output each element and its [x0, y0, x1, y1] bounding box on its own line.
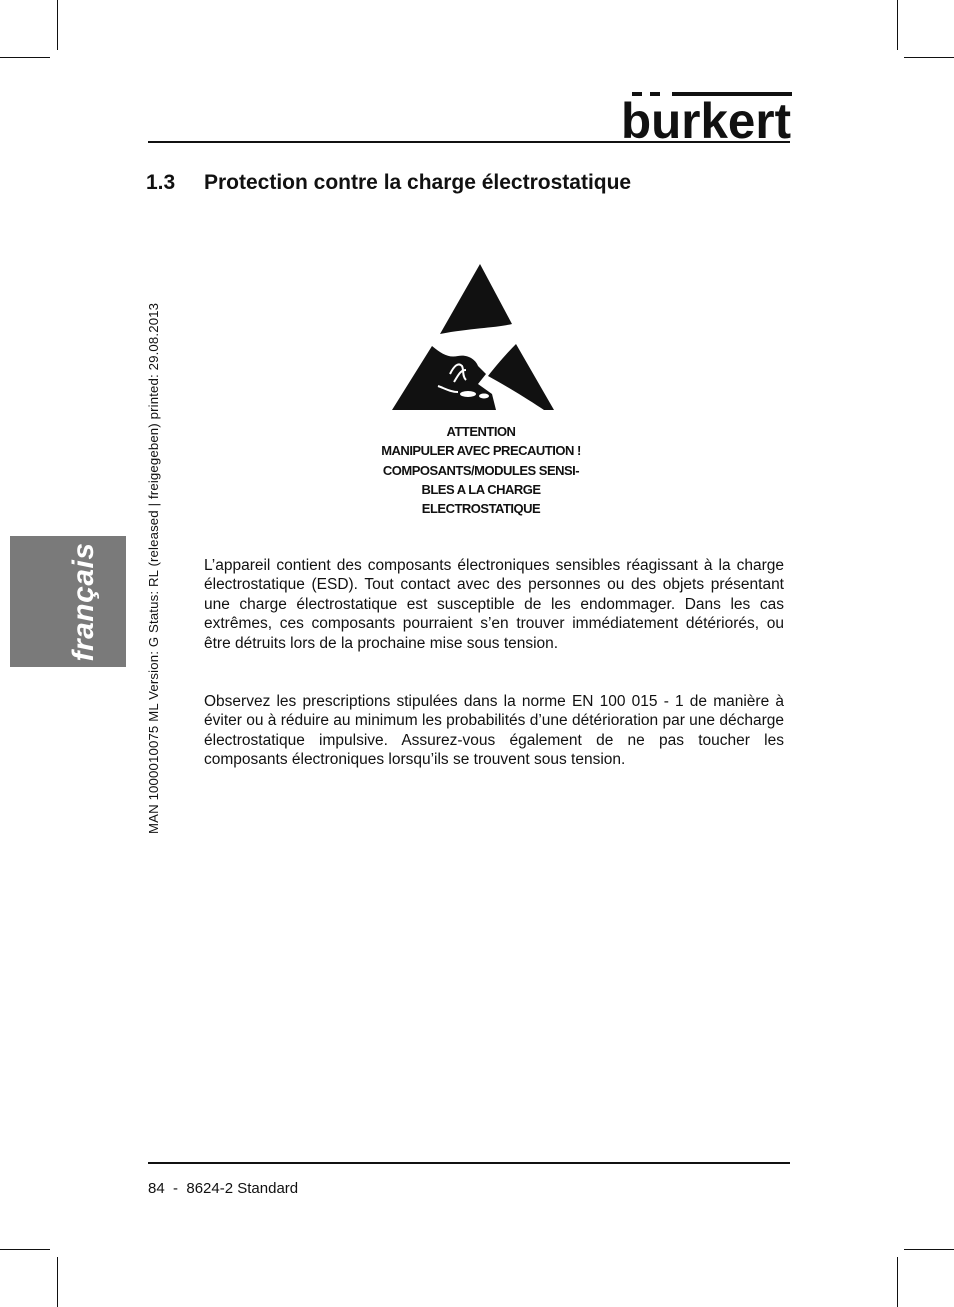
section-title: Protection contre la charge électrostatique — [204, 171, 632, 194]
crop-mark — [897, 1257, 898, 1307]
page-number: 84 — [148, 1180, 165, 1197]
footer-rule — [148, 1162, 790, 1164]
section-heading — [146, 171, 631, 195]
burkert-logo — [620, 92, 792, 140]
warning-line: ATTENTION — [446, 424, 516, 439]
warning-line: MANIPULER AVEC PRECAUTION ! — [381, 443, 581, 459]
language-tab-label: français — [67, 542, 100, 662]
section-number: 1.3 — [146, 171, 176, 194]
header-rule — [148, 141, 790, 143]
body-paragraph: L’appareil contient des composants électroniques sensibles réagissant à la charge électrostatique (ESD). Tout contact avec des personnes ou des objets présentant une charge électrostatique est susceptible de les endommager. Dans les cas extrêmes, ces composants pourraient s’en trouver immédiatement détériorés, ou être détruits lors de la prochaine mise sous tension. — [204, 557, 784, 652]
svg-text:burkert: burkert — [621, 93, 792, 140]
crop-mark — [0, 1249, 50, 1250]
crop-mark — [904, 1249, 954, 1250]
language-tab — [10, 536, 126, 667]
document-status-label: MAN 1000010075 ML Version: G Status: RL (released | freigegeben) printed: 29.08.2013 — [146, 302, 161, 834]
crop-mark — [904, 57, 954, 58]
crop-mark — [0, 57, 50, 58]
footer-separator: - — [173, 1180, 179, 1197]
crop-mark — [57, 0, 58, 50]
crop-mark — [57, 1257, 58, 1307]
warning-line: BLES A LA CHARGE — [421, 481, 541, 497]
crop-mark — [897, 0, 898, 50]
document-name: 8624-2 Standard — [186, 1180, 299, 1197]
body-paragraph: Observez les prescriptions stipulées dans la norme EN 100 015 - 1 de manière à éviter ou à réduire au minimum les probabilités d’une détérioration par une décharge électrostatique impulsive. Assurez-vous également de ne pas toucher les composants électroniques lorsqu’ils se trouvent sous tension. — [204, 693, 784, 769]
warning-line: ELECTROSTATIQUE — [421, 501, 541, 517]
esd-warning-icon — [392, 262, 556, 414]
warning-line: COMPOSANTS/MODULES SENSI- — [382, 462, 580, 478]
page-footer — [148, 1180, 298, 1197]
esd-warning-text — [330, 422, 632, 518]
